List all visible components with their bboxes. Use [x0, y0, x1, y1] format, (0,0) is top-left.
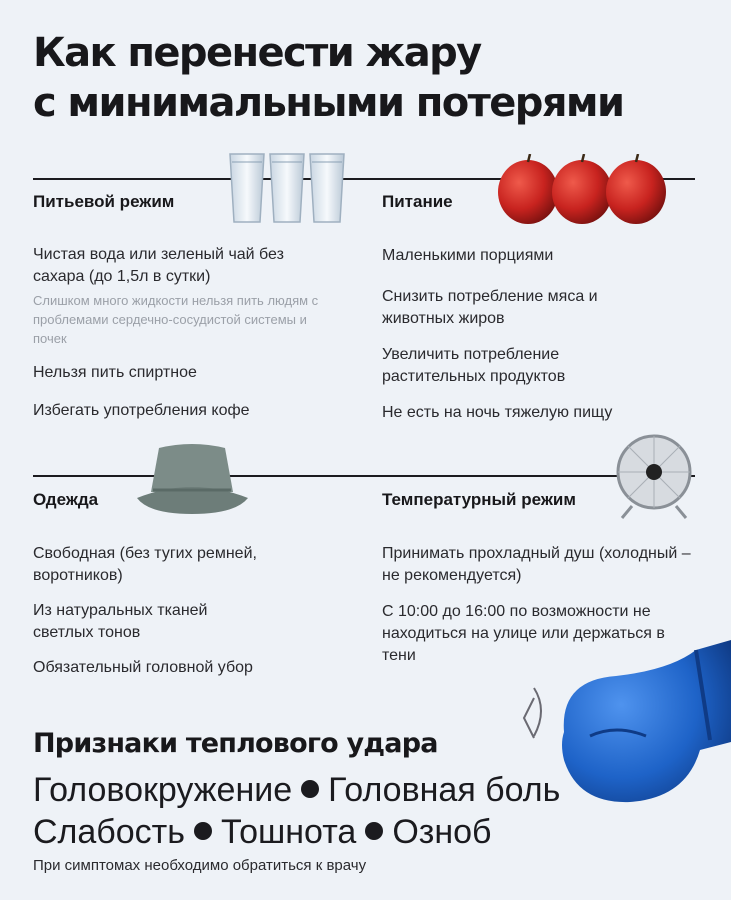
food-item-3: Увеличить потребление растительных продуктов — [382, 346, 566, 385]
symptom-weakness: Слабость — [33, 813, 185, 851]
food-item-2: Снизить потребление мяса и животных жиров — [382, 288, 598, 327]
drinking-item-3: Избегать употребления кофе — [33, 402, 250, 419]
signs-line-2 — [33, 812, 492, 852]
clothes-item-2: Из натуральных тканей светлых тонов — [33, 602, 208, 641]
bullet-dot — [365, 822, 383, 840]
food-item-1: Маленькими порциями — [382, 247, 554, 264]
food-item-4: Не есть на ночь тяжелую пищу — [382, 404, 613, 421]
page-title — [33, 28, 713, 128]
symptom-dizziness: Головокружение — [33, 771, 293, 809]
clothes-heading: Одежда — [33, 490, 99, 509]
symptom-nausea: Тошнота — [220, 813, 357, 851]
food-heading: Питание — [382, 192, 453, 211]
title-line-1: Как перенести жару — [33, 30, 481, 76]
apples-icon — [496, 154, 672, 226]
fan-icon — [612, 430, 700, 520]
symptom-chills: Озноб — [392, 813, 492, 851]
divider-middle — [33, 475, 695, 477]
water-glasses-icon — [226, 148, 350, 226]
temperature-heading: Температурный режим — [382, 490, 576, 509]
clothes-item-1: Свободная (без тугих ремней, воротников) — [33, 545, 257, 584]
temperature-item-2: С 10:00 до 16:00 по возможности не находиться на улице или держаться в тени — [382, 603, 665, 664]
temperature-item-1: Принимать прохладный душ (холодный – не рекомендуется) — [382, 545, 691, 584]
bullet-dot — [301, 780, 319, 798]
signs-line-1 — [33, 770, 560, 810]
signs-title: Признаки теплового удара — [33, 728, 438, 759]
drinking-heading: Питьевой режим — [33, 192, 175, 211]
drinking-item-2: Нельзя пить спиртное — [33, 364, 197, 381]
drinking-note: Слишком много жидкости нельзя пить людям с проблемами сердечно-сосудистой системы и почек — [33, 293, 319, 346]
bullet-dot — [194, 822, 212, 840]
drinking-item-1: Чистая вода или зеленый чай без сахара (до 1,5л в сутки) — [33, 246, 284, 285]
title-line-2: с минимальными потерями — [33, 80, 624, 126]
clothes-item-3: Обязательный головной убор — [33, 659, 253, 676]
bucket-hat-icon — [135, 440, 250, 516]
footer-note: При симптомах необходимо обратиться к врачу — [33, 857, 367, 874]
symptom-headache: Головная боль — [328, 771, 561, 809]
